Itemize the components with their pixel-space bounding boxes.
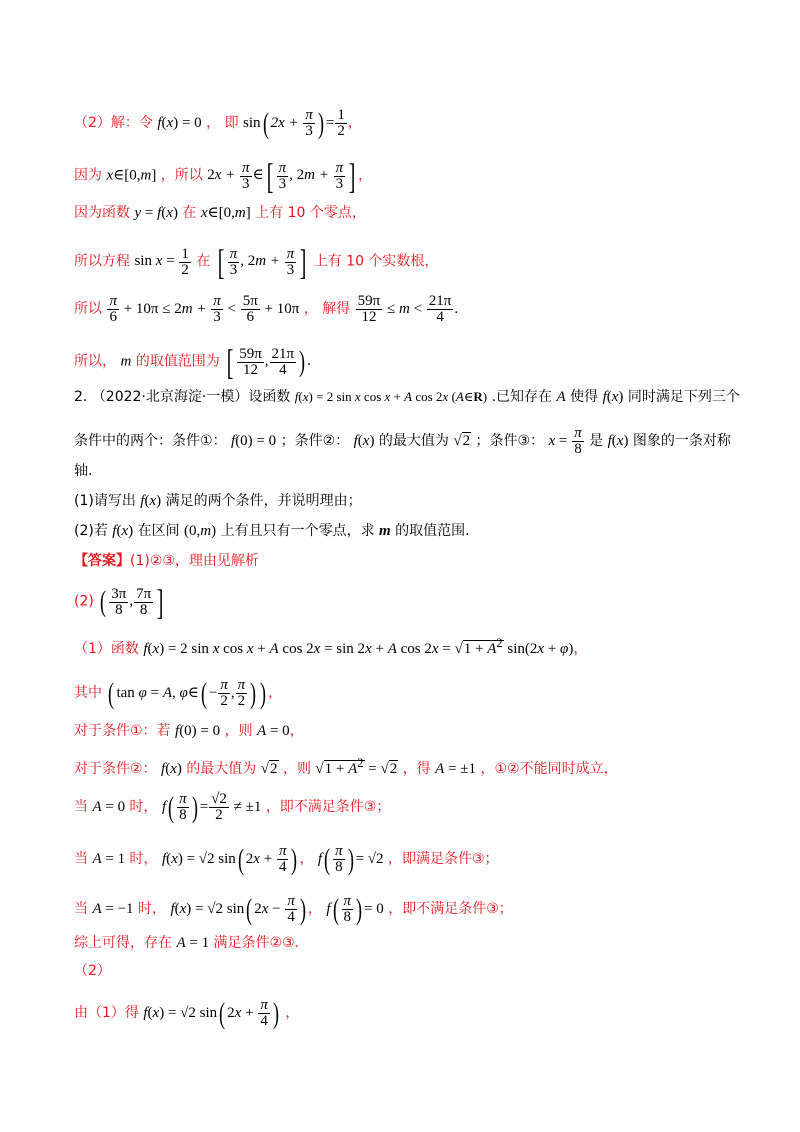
text: 因为函数	[74, 205, 130, 221]
solution-1-where: 其中 ( tan φ = A, φ∈( − $\frac{\pi}{2}$ , $\frac{\pi}{2}$ ) ) ，	[74, 676, 283, 710]
text: 的取值范围.	[395, 523, 470, 539]
math-fx: f(x)	[353, 432, 375, 449]
math-fx: f(x)	[140, 493, 162, 509]
math-f-plus: f(x) = √2 sin( 2x + $\frac{\pi}{4}$ )	[162, 842, 298, 876]
answer-line-1	[74, 550, 740, 572]
math-x-in: x∈[0,m]	[106, 167, 157, 184]
math-function-def: f(x) = 2 sin x cos x + A cos 2x (A∈R)	[294, 389, 488, 404]
text: 所以	[74, 300, 102, 317]
solution-line-roots	[74, 244, 740, 280]
math-m: m	[379, 523, 391, 539]
text: 轴.	[74, 463, 93, 479]
math-A0: A = 0	[92, 798, 126, 815]
text: 当	[74, 900, 88, 917]
text: 在	[196, 253, 211, 270]
math-inequality: $\frac{\pi}{6}$ + 10π ≤ 2m + $\frac{\pi}{3}$ < $\frac{5\pi}{6}$ + 10π	[109, 293, 300, 325]
math-f0: f(0) = 0	[175, 723, 221, 739]
solution-line-range: 因为 x∈[0,m] ，所以 2x + $\frac{\pi}{3}$ ∈[ $\frac{\pi}{3}$ , 2m + $\frac{\pi}{3}$ ] ，	[74, 156, 373, 196]
text: ；条件③：	[475, 432, 545, 449]
math-f-minus: f(x) = √2 sin( 2x − $\frac{\pi}{4}$ )	[170, 892, 306, 926]
math-interval: 2x + $\frac{\pi}{3}$ ∈[ $\frac{\pi}{3}$ , 2m + $\frac{\pi}{3}$ ]	[207, 156, 356, 196]
math-A: A	[556, 389, 566, 405]
math-m-range: $\frac{59\pi}{12}$ ≤ m < $\frac{21\pi}{4}$ .	[357, 293, 459, 325]
text: 时，	[129, 850, 158, 867]
math-y-fx: y = f(x)	[134, 205, 178, 221]
question-2-axis	[74, 460, 740, 482]
text: 综上可得，存在	[74, 935, 172, 951]
text: (2)	[74, 593, 94, 610]
text: 的最大值为	[378, 432, 449, 449]
text: 所以，	[74, 353, 116, 370]
text: 满足条件②③.	[213, 935, 300, 951]
text: ，所以	[160, 167, 203, 184]
text: .已知存在	[491, 389, 553, 405]
math-fx: f(x)	[602, 389, 624, 405]
text: （2）	[74, 963, 111, 979]
math-fx: f(x)	[607, 432, 629, 449]
text: （2）解：令	[74, 114, 153, 131]
text: ，	[285, 1004, 300, 1021]
solution-line-zeros	[74, 202, 740, 224]
text: ，①②不能同时成立，	[480, 761, 618, 777]
solution-line-result	[74, 344, 740, 380]
math-sqrt-eq: $√1 + A^2 = √2$	[315, 756, 398, 777]
text: 时，	[138, 900, 166, 917]
text: ，即不满足条件③；	[388, 900, 513, 917]
text: 其中	[74, 684, 102, 701]
math-open-interval: (0,m)	[184, 523, 217, 539]
math-f-plus: f(x) = √2 sin( 2x + $\frac{\pi}{4}$ )	[143, 996, 279, 1030]
answer-line-2	[74, 584, 740, 620]
text: 图象的一条对称	[632, 432, 731, 449]
text: (1)②③，理由见解析	[130, 553, 259, 569]
math-fx: f(x)	[161, 761, 182, 777]
math-sin-eq: sin( 2x + $\frac{\pi}{3}$ ) = $\frac{1}{2}$	[243, 106, 345, 140]
text: 对于条件②：	[74, 761, 157, 777]
math-tan-phi: ( tan φ = A, φ∈( − $\frac{\pi}{2}$ , $\frac{\pi}{2}$ ) )	[108, 676, 267, 710]
solution-2-label	[74, 960, 740, 982]
math-fx: f(x)	[112, 523, 134, 539]
question-2-part2	[74, 520, 740, 542]
text: 的最大值为	[186, 761, 257, 777]
text: ，则	[282, 761, 311, 777]
solution-1-function: （1）函数 f(x) = 2 sin x cos x + A cos 2x = sin 2x + A $\cos 2x = √1 + A^2$ sin(2x + φ)，	[74, 636, 588, 657]
math-f-zero: f(x) = 0	[157, 114, 202, 131]
text: 满足的两个条件，并说明理由；	[165, 493, 362, 509]
solution-1-cond1: 对于条件①：若 f(0) = 0 ，则 A = 0，	[74, 723, 304, 739]
text: 上有 10 个零点，	[255, 205, 366, 221]
answer-tag: 【答案】	[74, 553, 130, 569]
text: 时，	[129, 798, 158, 815]
text: ，得	[402, 761, 431, 777]
solution-2-start	[74, 998, 740, 1029]
text: 所以方程	[74, 253, 130, 270]
text: 在	[182, 205, 197, 221]
solution-1-conclusion	[74, 932, 740, 954]
text: ，即不满足条件③；	[265, 798, 391, 815]
math-sinx-half: sin x = $\frac{1}{2}$	[134, 245, 189, 278]
math-interval-2: [ $\frac{\pi}{3}$ , 2m + $\frac{\pi}{3}$ ]	[217, 242, 307, 282]
text: ，则	[224, 723, 253, 739]
math-sqrt2: √2	[453, 432, 471, 449]
text: 是	[589, 432, 604, 449]
text: 在区间	[137, 523, 180, 539]
question-number: 2.	[74, 389, 88, 405]
math-x-pi8: x = $\frac{\pi}{8}$	[548, 425, 582, 457]
text: ， 即	[206, 114, 239, 131]
math-x-in-2: x∈[0,m]	[200, 205, 251, 221]
text: 条件中的两个：条件①：	[74, 432, 227, 449]
question-2-part1	[74, 490, 740, 512]
math-f0: f(0) = 0	[231, 432, 277, 449]
math-m: m	[120, 353, 132, 370]
math-f-pi8-b: f( $\frac{\pi}{8}$ ) = √2	[317, 842, 384, 876]
question-2-conditions	[74, 426, 740, 457]
math-f-expansion: f(x) = 2 sin x cos x + A cos 2x = sin 2x + A $\cos 2x = √1 + A^2$ sin(2x + φ)	[143, 636, 574, 657]
text: 对于条件①：若	[74, 723, 171, 739]
math-f-pi8-a: f( $\frac{\pi}{8}$ ) = $\frac{√2}{2}$ ≠ ±1	[162, 790, 262, 824]
text: 使得	[570, 389, 599, 405]
text: ，即满足条件③；	[388, 850, 499, 867]
text: （2022·北京海淀·一模）设函数	[91, 389, 291, 405]
math-sqrt2: √2	[260, 761, 278, 777]
math-A0: A = 0	[257, 723, 290, 739]
text: 由（1）得	[74, 1004, 139, 1021]
math-m-interval: [ $\frac{59\pi}{12}$ , $\frac{21\pi}{4}$ ) .	[226, 342, 311, 382]
math-answer-interval: ( $\frac{3\pi}{8}$ , $\frac{7\pi}{8}$ ]	[100, 582, 164, 622]
solution-line-inequality	[74, 294, 740, 325]
text: ；条件②：	[280, 432, 350, 449]
text: 上有 10 个实数根，	[313, 253, 439, 270]
text: 同时满足下列三个	[627, 389, 740, 405]
text: （1）函数	[74, 641, 139, 657]
text: 当	[74, 850, 88, 867]
text: (2)若	[74, 523, 108, 539]
math-f-pi8-c: f( $\frac{\pi}{8}$ ) = 0	[326, 892, 384, 926]
math-A1: A = 1	[92, 850, 126, 867]
text: 的取值范围为	[135, 353, 220, 370]
solution-1-case-Am1: 当 A = −1 时， f(x) = √2 sin( 2x − $\frac{\pi}{4}$ ) ， f( $\frac{\pi}{8}$ ) = 0 ，即不满足条件③；	[74, 892, 513, 926]
solution-1-cond2	[74, 752, 740, 780]
solution-2-intro: （2）解：令 f(x) = 0 ， 即 sin( 2x + $\frac{\pi}{3}$ ) = $\frac{1}{2}$ ，	[74, 106, 362, 140]
text: ， 解得	[303, 300, 351, 317]
math-A1: A = 1	[176, 935, 210, 951]
math-Am1: A = −1	[92, 900, 134, 917]
math-A-pm1: A = ±1	[435, 761, 477, 777]
solution-1-case-A0	[74, 792, 740, 823]
text: 当	[74, 798, 88, 815]
text: 因为	[74, 167, 102, 184]
question-2-header	[74, 386, 740, 408]
solution-1-case-A1: 当 A = 1 时， f(x) = √2 sin( 2x + $\frac{\pi}{4}$ ) ， f( $\frac{\pi}{8}$ ) = √2 ，即满足条件③；	[74, 842, 499, 876]
text: (1)请写出	[74, 493, 136, 509]
text: 上有且只有一个零点，求	[220, 523, 375, 539]
